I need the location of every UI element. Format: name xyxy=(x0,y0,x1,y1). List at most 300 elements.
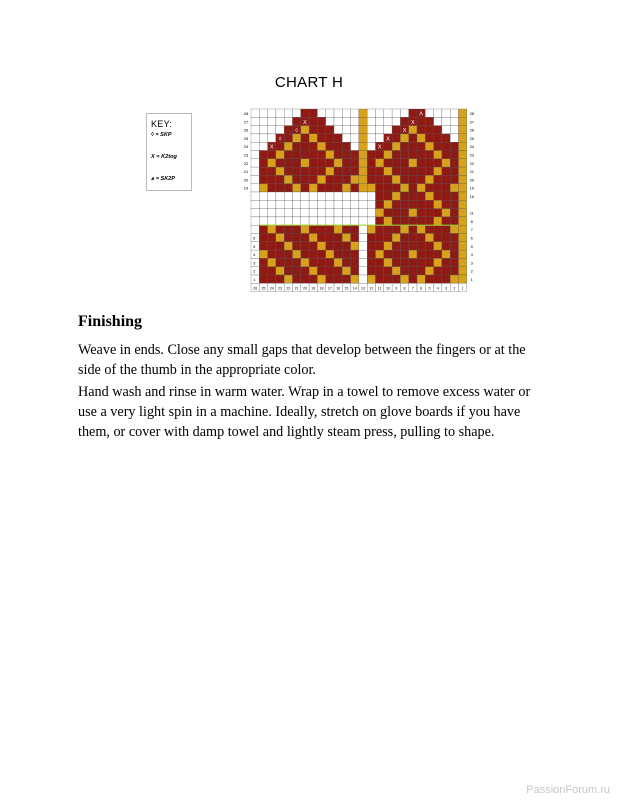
chart-cell xyxy=(384,200,392,208)
chart-cell xyxy=(268,275,276,283)
chart-cell xyxy=(334,209,342,217)
row-number-label: 25 xyxy=(243,135,249,141)
chart-cell xyxy=(425,109,433,117)
chart-cell xyxy=(326,167,334,175)
column-number-label: 20 xyxy=(302,286,307,291)
chart-cell xyxy=(400,109,408,117)
chart-cell xyxy=(342,234,350,242)
chart-cell xyxy=(450,175,458,183)
row-number-label: 3 xyxy=(470,260,473,266)
chart-cell xyxy=(442,126,450,134)
chart-cell xyxy=(284,242,292,250)
chart-cell xyxy=(259,167,267,175)
row-number-label: 26 xyxy=(243,127,249,133)
chart-cell xyxy=(425,209,433,217)
chart-cell xyxy=(293,258,301,266)
chart-cell xyxy=(425,250,433,258)
row-number-label: 25 xyxy=(469,135,475,141)
chart-cell xyxy=(276,126,284,134)
chart-cell xyxy=(309,184,317,192)
chart-cell xyxy=(434,151,442,159)
key-item-skp: ◊ = SKP xyxy=(151,132,172,138)
chart-cell xyxy=(301,275,309,283)
chart-cell xyxy=(268,258,276,266)
row-number-label: 1 xyxy=(470,276,473,282)
column-number-label: 2 xyxy=(453,286,456,291)
chart-cell xyxy=(284,267,292,275)
chart-cell xyxy=(284,117,292,125)
chart-cell xyxy=(450,200,458,208)
row-number-label: 7 xyxy=(470,227,473,233)
chart-cell xyxy=(434,234,442,242)
row-number-label: 28 xyxy=(469,110,475,116)
chart-cell xyxy=(425,234,433,242)
key-item-k2tog: X = K2tog xyxy=(151,154,177,160)
key-item-sk2p: ⩚ = SK2P xyxy=(151,176,176,182)
chart-cell xyxy=(392,217,400,225)
chart-cell xyxy=(392,192,400,200)
chart-cell xyxy=(326,142,334,150)
chart-cell xyxy=(259,175,267,183)
chart-cell xyxy=(376,200,384,208)
chart-cell xyxy=(459,242,467,250)
chart-cell xyxy=(450,159,458,167)
chart-cell xyxy=(409,184,417,192)
chart-cell xyxy=(459,217,467,225)
chart-cell xyxy=(384,117,392,125)
row-number-label: 4 xyxy=(253,252,256,258)
chart-cell xyxy=(367,192,375,200)
chart-cell xyxy=(442,217,450,225)
chart-cell xyxy=(268,217,276,225)
chart-cell xyxy=(293,267,301,275)
shaping-symbol: X xyxy=(411,119,415,126)
chart-cell xyxy=(309,109,317,117)
column-number-label: 9 xyxy=(395,286,398,291)
chart-cell xyxy=(276,225,284,233)
chart-cell xyxy=(376,217,384,225)
chart-cell xyxy=(309,234,317,242)
chart-cell xyxy=(317,242,325,250)
chart-cell xyxy=(309,200,317,208)
chart-cell xyxy=(450,192,458,200)
chart-cell xyxy=(317,175,325,183)
chart-cell xyxy=(409,134,417,142)
chart-cell xyxy=(442,275,450,283)
chart-cell xyxy=(301,250,309,258)
chart-cell xyxy=(367,151,375,159)
chart-cell xyxy=(409,167,417,175)
chart-cell xyxy=(334,117,342,125)
chart-cell xyxy=(442,167,450,175)
chart-cell xyxy=(326,151,334,159)
column-number-label: 16 xyxy=(336,286,341,291)
chart-cell xyxy=(342,200,350,208)
chart-cell xyxy=(384,258,392,266)
chart-cell xyxy=(367,200,375,208)
chart-cell xyxy=(409,225,417,233)
key-title: KEY: xyxy=(151,119,173,129)
chart-cell xyxy=(376,151,384,159)
chart-cell xyxy=(417,184,425,192)
chart-cell xyxy=(334,184,342,192)
chart-cell xyxy=(392,250,400,258)
chart-cell xyxy=(450,209,458,217)
row-number-label: 2 xyxy=(470,268,473,274)
chart-cell xyxy=(400,159,408,167)
chart-cell xyxy=(459,250,467,258)
chart-cell xyxy=(417,167,425,175)
chart-cell xyxy=(392,242,400,250)
row-number-label: 28 xyxy=(243,110,249,116)
chart-cell xyxy=(284,192,292,200)
chart-cell xyxy=(359,275,367,283)
chart-cell xyxy=(268,175,276,183)
chart-cell xyxy=(259,267,267,275)
chart-cell xyxy=(259,134,267,142)
chart-cell xyxy=(317,258,325,266)
chart-cell xyxy=(442,267,450,275)
chart-cell xyxy=(367,258,375,266)
chart-cell xyxy=(326,242,334,250)
chart-cell xyxy=(450,184,458,192)
chart-cell xyxy=(334,242,342,250)
chart-cell xyxy=(326,200,334,208)
chart-cell xyxy=(284,225,292,233)
chart-cell xyxy=(400,200,408,208)
chart-cell xyxy=(284,159,292,167)
chart-cell xyxy=(425,151,433,159)
chart-cell xyxy=(268,109,276,117)
chart-cell xyxy=(276,242,284,250)
chart-cell xyxy=(400,167,408,175)
chart-cell xyxy=(334,142,342,150)
chart-cell xyxy=(384,217,392,225)
chart-cell xyxy=(293,200,301,208)
row-number-label: 23 xyxy=(243,152,249,158)
chart-cell xyxy=(425,159,433,167)
column-number-label: 18 xyxy=(319,286,324,291)
chart-cell xyxy=(409,151,417,159)
chart-cell xyxy=(442,175,450,183)
chart-cell xyxy=(334,151,342,159)
chart-cell xyxy=(442,209,450,217)
row-number-label: 20 xyxy=(243,177,249,183)
chart-cell xyxy=(376,109,384,117)
chart-cell xyxy=(459,184,467,192)
chart-cell xyxy=(342,151,350,159)
row-number-label: 27 xyxy=(243,119,249,125)
chart-cell xyxy=(359,242,367,250)
chart-cell xyxy=(417,234,425,242)
chart-cell xyxy=(442,184,450,192)
chart-cell xyxy=(450,134,458,142)
chart-cell xyxy=(259,209,267,217)
chart-cell xyxy=(301,159,309,167)
chart-cell xyxy=(359,209,367,217)
chart-cell xyxy=(376,126,384,134)
chart-cell xyxy=(376,250,384,258)
chart-cell xyxy=(450,225,458,233)
chart-cell xyxy=(359,126,367,134)
chart-cell xyxy=(293,209,301,217)
row-number-label: 22 xyxy=(243,160,249,166)
chart-cell xyxy=(417,217,425,225)
chart-cell xyxy=(284,217,292,225)
chart-cell xyxy=(392,184,400,192)
chart-cell xyxy=(384,109,392,117)
chart-cell xyxy=(384,225,392,233)
chart-cell xyxy=(334,225,342,233)
chart-cell xyxy=(351,209,359,217)
chart-cell xyxy=(284,109,292,117)
chart-cell xyxy=(367,142,375,150)
shaping-symbol: X xyxy=(303,119,307,126)
chart-cell xyxy=(293,167,301,175)
chart-cell xyxy=(342,275,350,283)
chart-cell xyxy=(326,109,334,117)
chart-cell xyxy=(284,275,292,283)
chart-cell xyxy=(442,151,450,159)
chart-cell xyxy=(409,258,417,266)
chart-cell xyxy=(276,159,284,167)
chart-cell xyxy=(417,142,425,150)
chart-cell xyxy=(326,267,334,275)
chart-cell xyxy=(334,250,342,258)
chart-cell xyxy=(434,250,442,258)
chart-cell xyxy=(359,175,367,183)
chart-cell xyxy=(342,192,350,200)
row-number-label: 20 xyxy=(469,177,475,183)
chart-cell xyxy=(409,142,417,150)
chart-cell xyxy=(293,250,301,258)
chart-cell xyxy=(251,209,259,217)
chart-cell xyxy=(293,225,301,233)
chart-cell xyxy=(326,134,334,142)
chart-cell xyxy=(434,142,442,150)
chart-cell xyxy=(450,117,458,125)
chart-cell xyxy=(334,109,342,117)
chart-cell xyxy=(326,192,334,200)
chart-cell xyxy=(309,275,317,283)
chart-cell xyxy=(400,192,408,200)
chart-cell xyxy=(342,134,350,142)
chart-cell xyxy=(425,200,433,208)
chart-cell xyxy=(251,159,259,167)
chart-cell xyxy=(442,134,450,142)
chart-cell xyxy=(359,250,367,258)
chart-cell xyxy=(409,250,417,258)
chart-cell xyxy=(351,267,359,275)
chart-cell xyxy=(376,117,384,125)
chart-cell xyxy=(392,134,400,142)
shaping-symbol: X xyxy=(269,144,274,151)
chart-cell xyxy=(251,109,259,117)
chart-cell xyxy=(309,159,317,167)
chart-cell xyxy=(417,209,425,217)
chart-cell xyxy=(392,209,400,217)
chart-cell xyxy=(293,109,301,117)
column-number-label: 3 xyxy=(445,286,448,291)
shaping-symbol: ◊ xyxy=(278,136,282,143)
chart-cell xyxy=(276,267,284,275)
chart-cell xyxy=(459,126,467,134)
chart-cell xyxy=(425,134,433,142)
chart-cell xyxy=(442,250,450,258)
chart-cell xyxy=(351,117,359,125)
row-number-label: 27 xyxy=(469,119,475,125)
chart-cell xyxy=(359,142,367,150)
chart-cell xyxy=(376,134,384,142)
row-number-label: 19 xyxy=(469,185,475,191)
row-number-label: 4 xyxy=(470,252,473,258)
chart-cell xyxy=(317,159,325,167)
chart-cell xyxy=(400,267,408,275)
chart-cell xyxy=(450,167,458,175)
chart-cell xyxy=(276,200,284,208)
chart-cell xyxy=(359,258,367,266)
chart-cell xyxy=(276,217,284,225)
chart-cell xyxy=(442,192,450,200)
chart-cell xyxy=(309,151,317,159)
chart-cell xyxy=(284,200,292,208)
chart-cell xyxy=(359,167,367,175)
shaping-symbol: X xyxy=(435,119,440,126)
chart-cell xyxy=(351,184,359,192)
chart-cell xyxy=(417,126,425,134)
chart-cell xyxy=(392,126,400,134)
chart-cell xyxy=(334,200,342,208)
chart-cell xyxy=(301,209,309,217)
chart-cell xyxy=(334,234,342,242)
chart-cell xyxy=(276,142,284,150)
chart-cell xyxy=(309,209,317,217)
chart-cell xyxy=(284,151,292,159)
chart-cell xyxy=(392,225,400,233)
chart-cell xyxy=(309,192,317,200)
chart-cell xyxy=(251,217,259,225)
column-number-label: 24 xyxy=(269,286,274,291)
chart-cell xyxy=(434,159,442,167)
chart-cell xyxy=(434,134,442,142)
chart-cell xyxy=(384,151,392,159)
chart-cell xyxy=(409,234,417,242)
row-number-label: 22 xyxy=(469,160,475,166)
chart-cell xyxy=(417,151,425,159)
chart-cell xyxy=(309,258,317,266)
row-number-label: 26 xyxy=(469,127,475,133)
chart-cell xyxy=(425,184,433,192)
chart-cell xyxy=(317,217,325,225)
chart-cell xyxy=(334,275,342,283)
chart-cell xyxy=(392,258,400,266)
chart-cell xyxy=(442,258,450,266)
chart-cell xyxy=(392,175,400,183)
chart-cell xyxy=(459,209,467,217)
chart-cell xyxy=(317,151,325,159)
chart-cell xyxy=(442,117,450,125)
chart-cell xyxy=(259,109,267,117)
chart-cell xyxy=(259,117,267,125)
chart-cell xyxy=(409,175,417,183)
row-number-label: 21 xyxy=(469,169,475,175)
chart-cell xyxy=(351,134,359,142)
chart-cell xyxy=(459,234,467,242)
chart-cell xyxy=(293,151,301,159)
chart-cell xyxy=(367,159,375,167)
chart-cell xyxy=(351,126,359,134)
chart-cell xyxy=(351,234,359,242)
chart-cell xyxy=(417,258,425,266)
chart-cell xyxy=(434,184,442,192)
chart-cell xyxy=(409,126,417,134)
chart-cell xyxy=(309,267,317,275)
chart-cell xyxy=(284,142,292,150)
chart-cell xyxy=(425,192,433,200)
chart-cell xyxy=(326,126,334,134)
chart-cell xyxy=(376,209,384,217)
chart-cell xyxy=(342,167,350,175)
chart-cell xyxy=(309,250,317,258)
chart-cell xyxy=(259,225,267,233)
chart-cell xyxy=(434,217,442,225)
chart-cell xyxy=(259,217,267,225)
chart-cell xyxy=(334,134,342,142)
chart-cell xyxy=(259,192,267,200)
chart-cell xyxy=(259,184,267,192)
chart-cell xyxy=(459,142,467,150)
chart-cell xyxy=(326,159,334,167)
column-number-label: 4 xyxy=(436,286,439,291)
chart-cell xyxy=(400,217,408,225)
chart-cell xyxy=(259,234,267,242)
chart-cell xyxy=(376,167,384,175)
chart-cell xyxy=(309,142,317,150)
chart-cell xyxy=(351,109,359,117)
column-number-label: 26 xyxy=(253,286,258,291)
chart-cell xyxy=(268,200,276,208)
chart-cell xyxy=(342,175,350,183)
chart-cell xyxy=(459,167,467,175)
chart-cell xyxy=(251,175,259,183)
chart-cell xyxy=(326,209,334,217)
chart-cell xyxy=(351,142,359,150)
chart-cell xyxy=(409,275,417,283)
chart-cell xyxy=(268,134,276,142)
chart-cell xyxy=(425,117,433,125)
chart-cell xyxy=(301,200,309,208)
chart-cell xyxy=(409,217,417,225)
chart-cell xyxy=(400,258,408,266)
chart-cell xyxy=(334,126,342,134)
chart-cell xyxy=(268,126,276,134)
chart-cell xyxy=(367,242,375,250)
chart-cell xyxy=(251,151,259,159)
chart-cell xyxy=(301,109,309,117)
chart-cell xyxy=(400,184,408,192)
chart-cell xyxy=(417,134,425,142)
chart-cell xyxy=(400,225,408,233)
chart-cell xyxy=(342,109,350,117)
chart-cell xyxy=(459,159,467,167)
chart-cell xyxy=(284,250,292,258)
chart-cell xyxy=(334,217,342,225)
chart-cell xyxy=(351,175,359,183)
chart-cell xyxy=(384,234,392,242)
chart-cell xyxy=(276,175,284,183)
column-number-label: 5 xyxy=(428,286,431,291)
chart-cell xyxy=(276,275,284,283)
